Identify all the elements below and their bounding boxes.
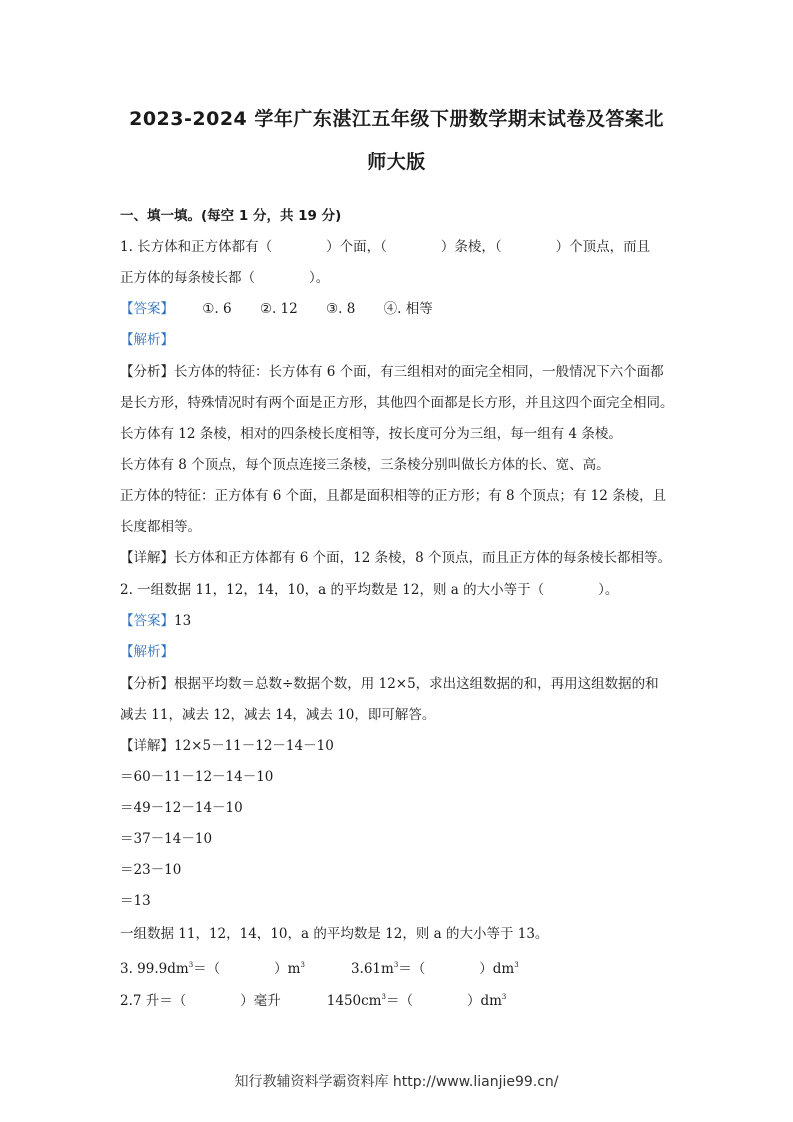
question-1-line-1: 1. 长方体和正方体都有（ ）个面，（ ）条棱，（ ）个顶点，而且 xyxy=(120,239,651,255)
conclusion-line: 一组数据 11，12，14，10，a 的平均数是 12，则 a 的大小等于 13。 xyxy=(120,926,549,942)
question-3-line-2: 2.7 升＝（ ）毫升 $1450cm^3=$（ ）$dm^3$ xyxy=(120,993,507,1009)
analysis-line: 长方体有 12 条棱，相对的四条棱长度相等，按长度可分为三组，每一组有 4 条棱。 xyxy=(120,426,622,442)
answer-item: ②. 12 xyxy=(259,301,298,317)
calc-line: ＝60－11－12－14－10 xyxy=(120,769,274,785)
question-2-answer xyxy=(120,612,191,630)
answer-item: ①. 6 xyxy=(202,301,232,317)
analysis-line: 【分析】根据平均数＝总数÷数据个数，用 12×5，求出这组数据的和，再用这组数据的和 xyxy=(120,676,659,692)
calc-line: ＝23－10 xyxy=(120,862,182,878)
calc-line: ＝49－12－14－10 xyxy=(120,800,243,816)
answer-value: 13 xyxy=(174,613,192,629)
analysis-line: 正方体的特征：正方体有 6 个面，且都是面积相等的正方形；有 8 个顶点；有 12 条棱，且 xyxy=(120,488,667,504)
section-heading: 一、填一填。(每空 1 分，共 19 分) xyxy=(120,208,342,224)
answer-item: ④. 相等 xyxy=(383,301,433,317)
analysis-line: 长方体有 8 个顶点，每个顶点连接三条棱，三条棱分别叫做长方体的长、宽、高。 xyxy=(120,457,610,473)
detail-line: 【详解】12×5－11－12－14－10 xyxy=(120,738,334,754)
answer-label: 【答案】 xyxy=(120,613,174,629)
document-title-line-1: 2023-2024 学年广东湛江五年级下册数学期末试卷及答案北 xyxy=(129,108,664,130)
answer-label: 【答案】 xyxy=(120,301,174,317)
detail-line: 【详解】长方体和正方体都有 6 个面，12 条棱，8 个顶点，而且正方体的每条棱长都相等。 xyxy=(120,550,672,566)
question-1-jiexi-label: 【解析】 xyxy=(120,332,174,348)
document-title-line-2: 师大版 xyxy=(367,151,426,173)
answer-item: ③. 8 xyxy=(326,301,356,317)
question-1-line-2: 正方体的每条棱长都（ ）。 xyxy=(120,270,330,286)
analysis-line: 长度都相等。 xyxy=(120,519,201,535)
question-2-jiexi-label: 【解析】 xyxy=(120,644,174,660)
analysis-line: 减去 11，减去 12，减去 14，减去 10，即可解答。 xyxy=(120,707,436,723)
calc-line: ＝13 xyxy=(120,893,151,909)
question-1-answer xyxy=(120,300,433,318)
calc-line: ＝37－14－10 xyxy=(120,831,213,847)
footer-watermark: 知行教辅资料学霸资料库 http://www.lianjie99.cn/ xyxy=(234,1074,559,1090)
analysis-line: 【分析】长方体的特征：长方体有 6 个面，有三组相对的面完全相同，一般情况下六个面都 xyxy=(120,364,664,380)
question-3-line-1: 3. $99.9dm^3=$（ ）$m^3$ $3.61m^3=$（ ）$dm^3$ xyxy=(120,961,519,977)
analysis-line: 是长方形，特殊情况时有两个面是正方形，其他四个面都是长方形，并且这四个面完全相同。 xyxy=(120,395,674,411)
question-2-line-1: 2. 一组数据 11，12，14，10，a 的平均数是 12，则 a 的大小等于（ ）。 xyxy=(120,582,619,598)
